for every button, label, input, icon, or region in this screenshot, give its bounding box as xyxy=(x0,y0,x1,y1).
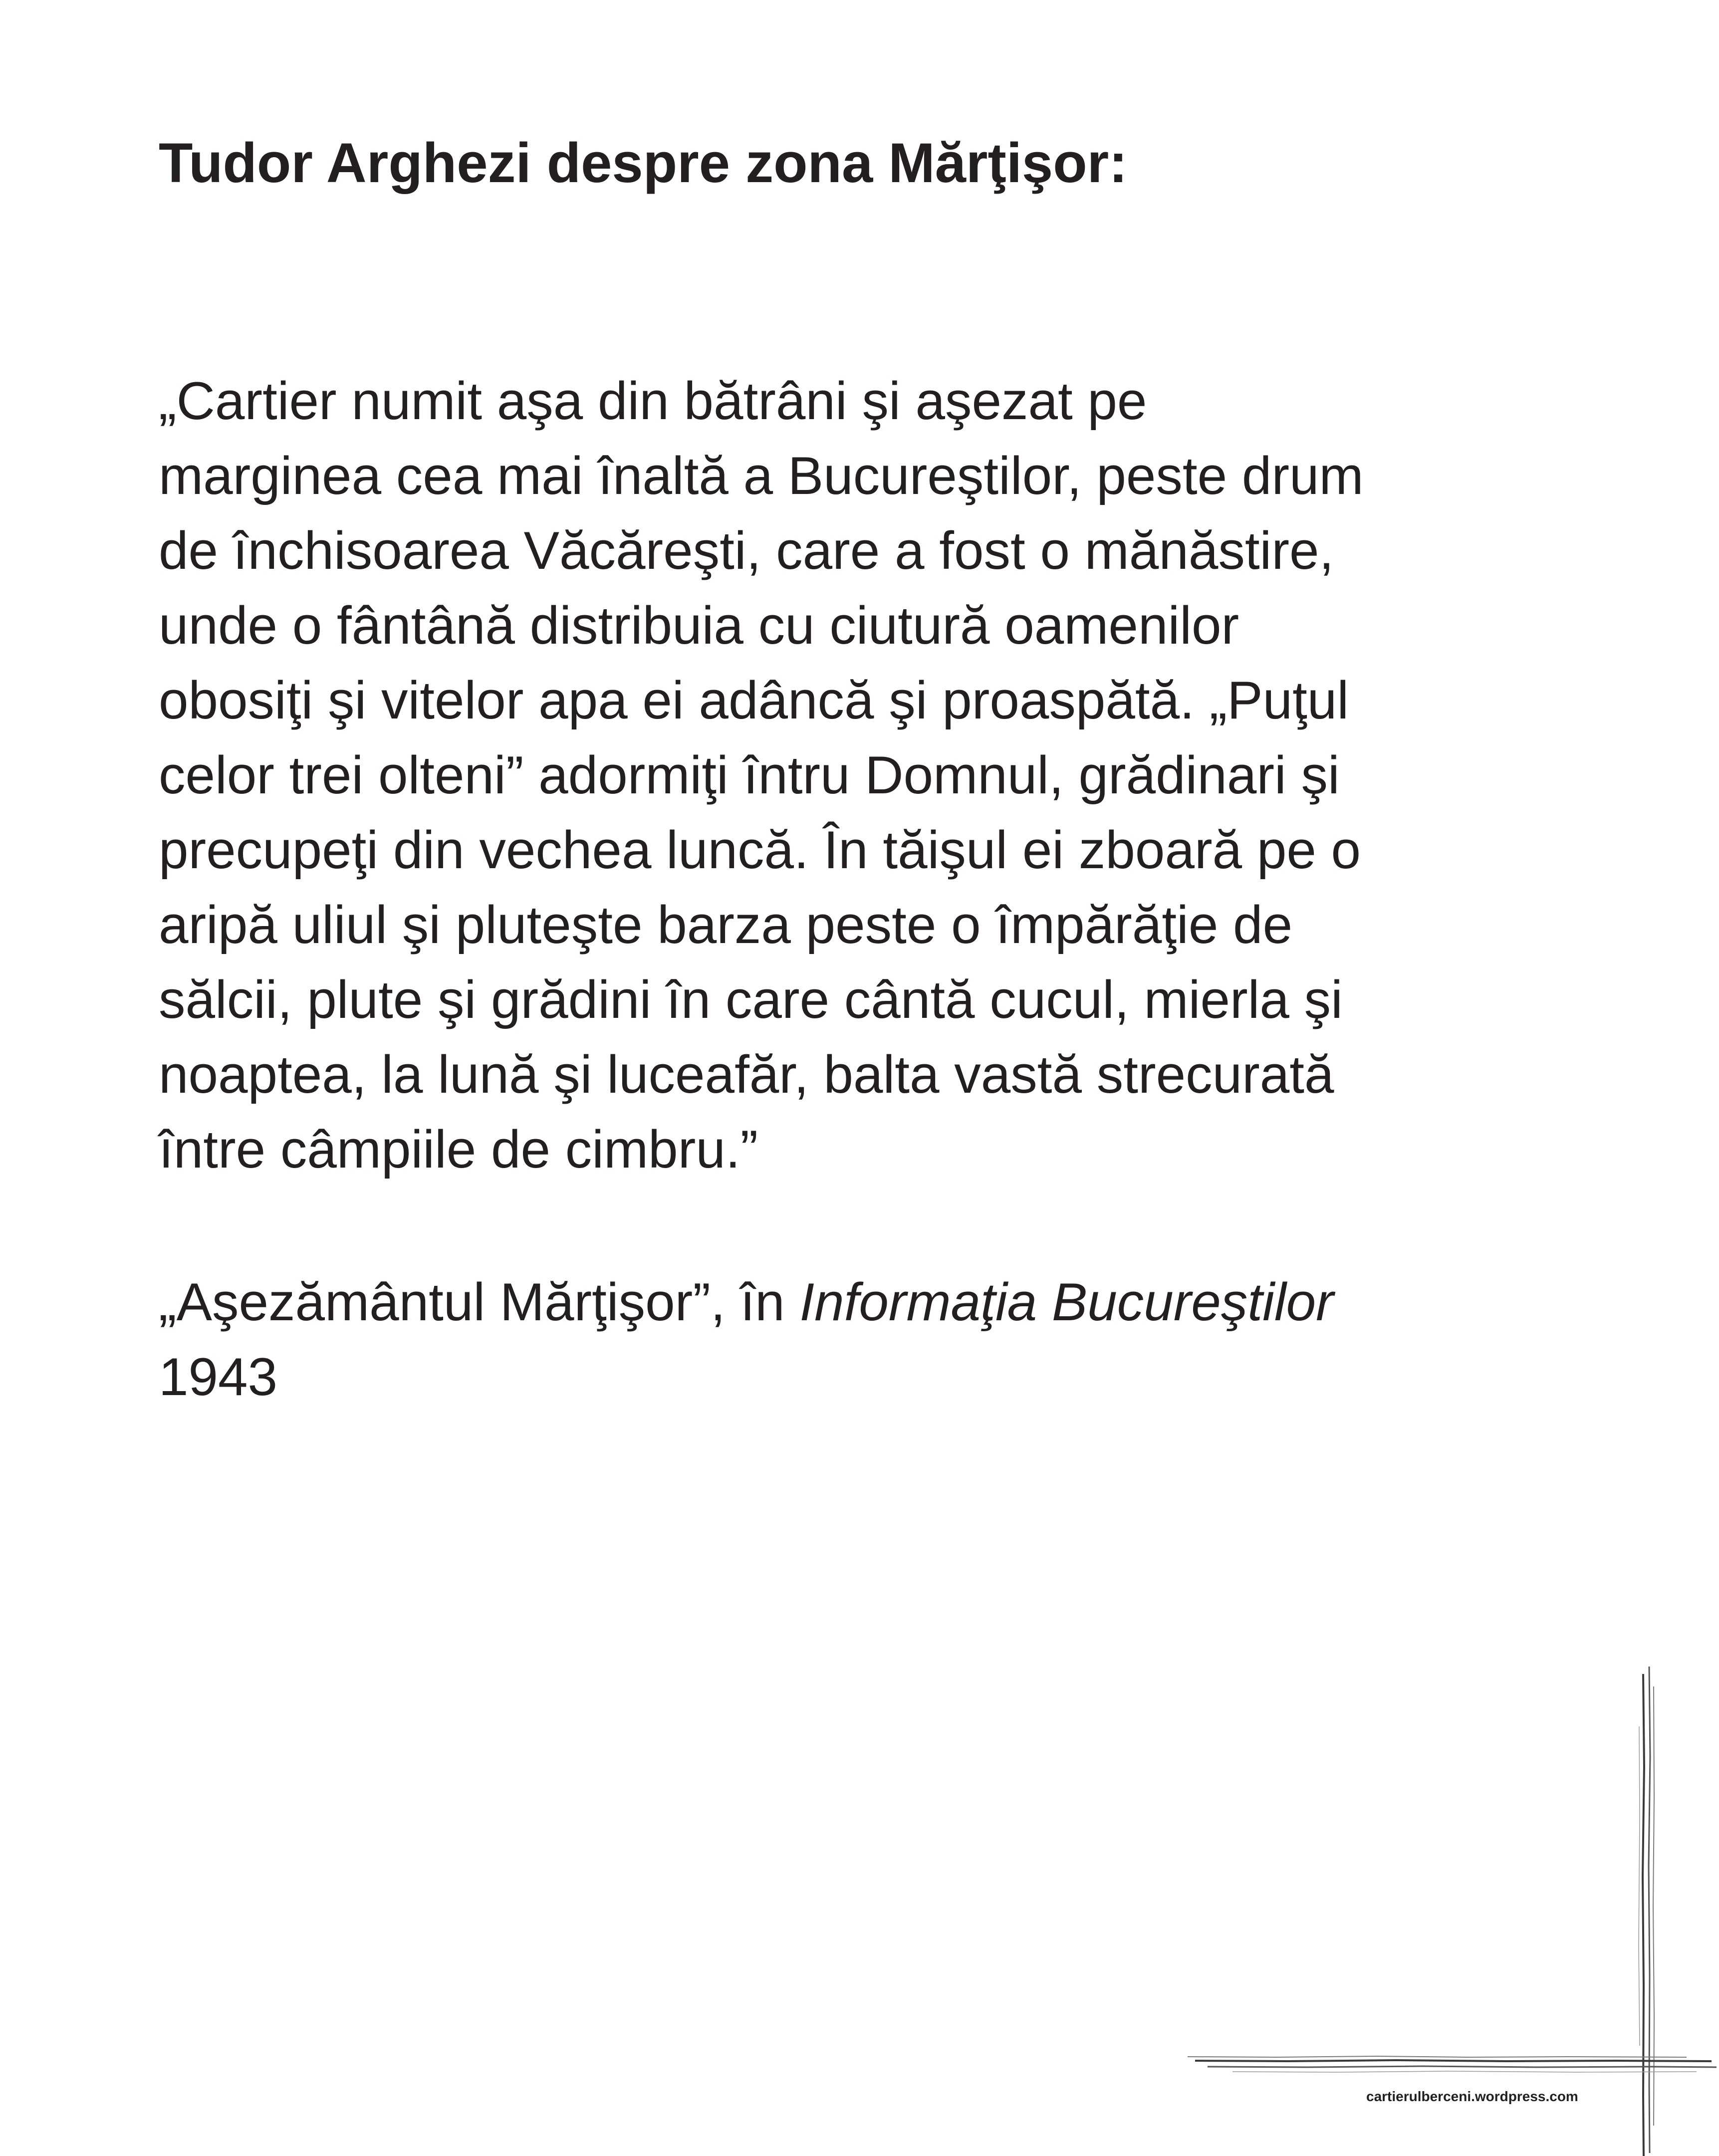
horizontal-stroke xyxy=(1232,2071,1697,2072)
vertical-stroke xyxy=(1653,1686,1654,2126)
quote-line: aripă uliul şi pluteşte barza peste o împărăţie de xyxy=(159,895,1293,955)
quote-line: precupeţi din vechea luncă. În tăişul ei zboară pe o xyxy=(159,820,1361,880)
quote-line: între câmpiile de cimbru.” xyxy=(159,1119,758,1179)
quote-line: sălcii, plute şi grădini în care cântă cucul, mierla şi xyxy=(159,969,1343,1029)
corner-crop-marks xyxy=(1188,1667,1719,2156)
horizontal-stroke xyxy=(1208,2066,1717,2067)
source-title-line xyxy=(159,1264,1506,1339)
quote-line: de închisoarea Văcăreşti, care a fost o mănăstire, xyxy=(159,520,1334,580)
quote-line: unde o fântână distribuia cu ciutură oamenilor xyxy=(159,595,1239,655)
footer-url: cartierulberceni.wordpress.com xyxy=(1366,2089,1578,2104)
quote-block xyxy=(159,363,1506,1187)
page-title: Tudor Arghezi despre zona Mărţişor: xyxy=(159,132,1128,194)
quote-line: celor trei olteni” adormiţi întru Domnul, grădinari şi xyxy=(159,745,1340,805)
quote-line: „Cartier numit aşa din bătrâni şi aşezat pe xyxy=(159,371,1147,431)
quote-line: marginea cea mai înaltă a Bucureştilor, peste drum xyxy=(159,446,1364,505)
source-year: 1943 xyxy=(159,1347,278,1407)
quote-line: noaptea, la lună şi luceafăr, balta vastă strecurată xyxy=(159,1044,1334,1104)
vertical-stroke xyxy=(1639,1726,1640,2046)
vertical-stroke xyxy=(1649,1667,1650,2153)
vertical-stroke xyxy=(1643,1674,1644,2156)
quote-line: obosiţi şi vitelor apa ei adâncă şi proaspătă. „Puţul xyxy=(159,670,1349,730)
source-prefix: „Aşezământul Mărţişor”, în xyxy=(159,1272,800,1332)
source-publication: Informaţia Bucureştilor xyxy=(799,1272,1334,1332)
source-citation xyxy=(159,1264,1506,1414)
horizontal-stroke xyxy=(1188,2056,1687,2057)
horizontal-stroke xyxy=(1195,2060,1712,2061)
